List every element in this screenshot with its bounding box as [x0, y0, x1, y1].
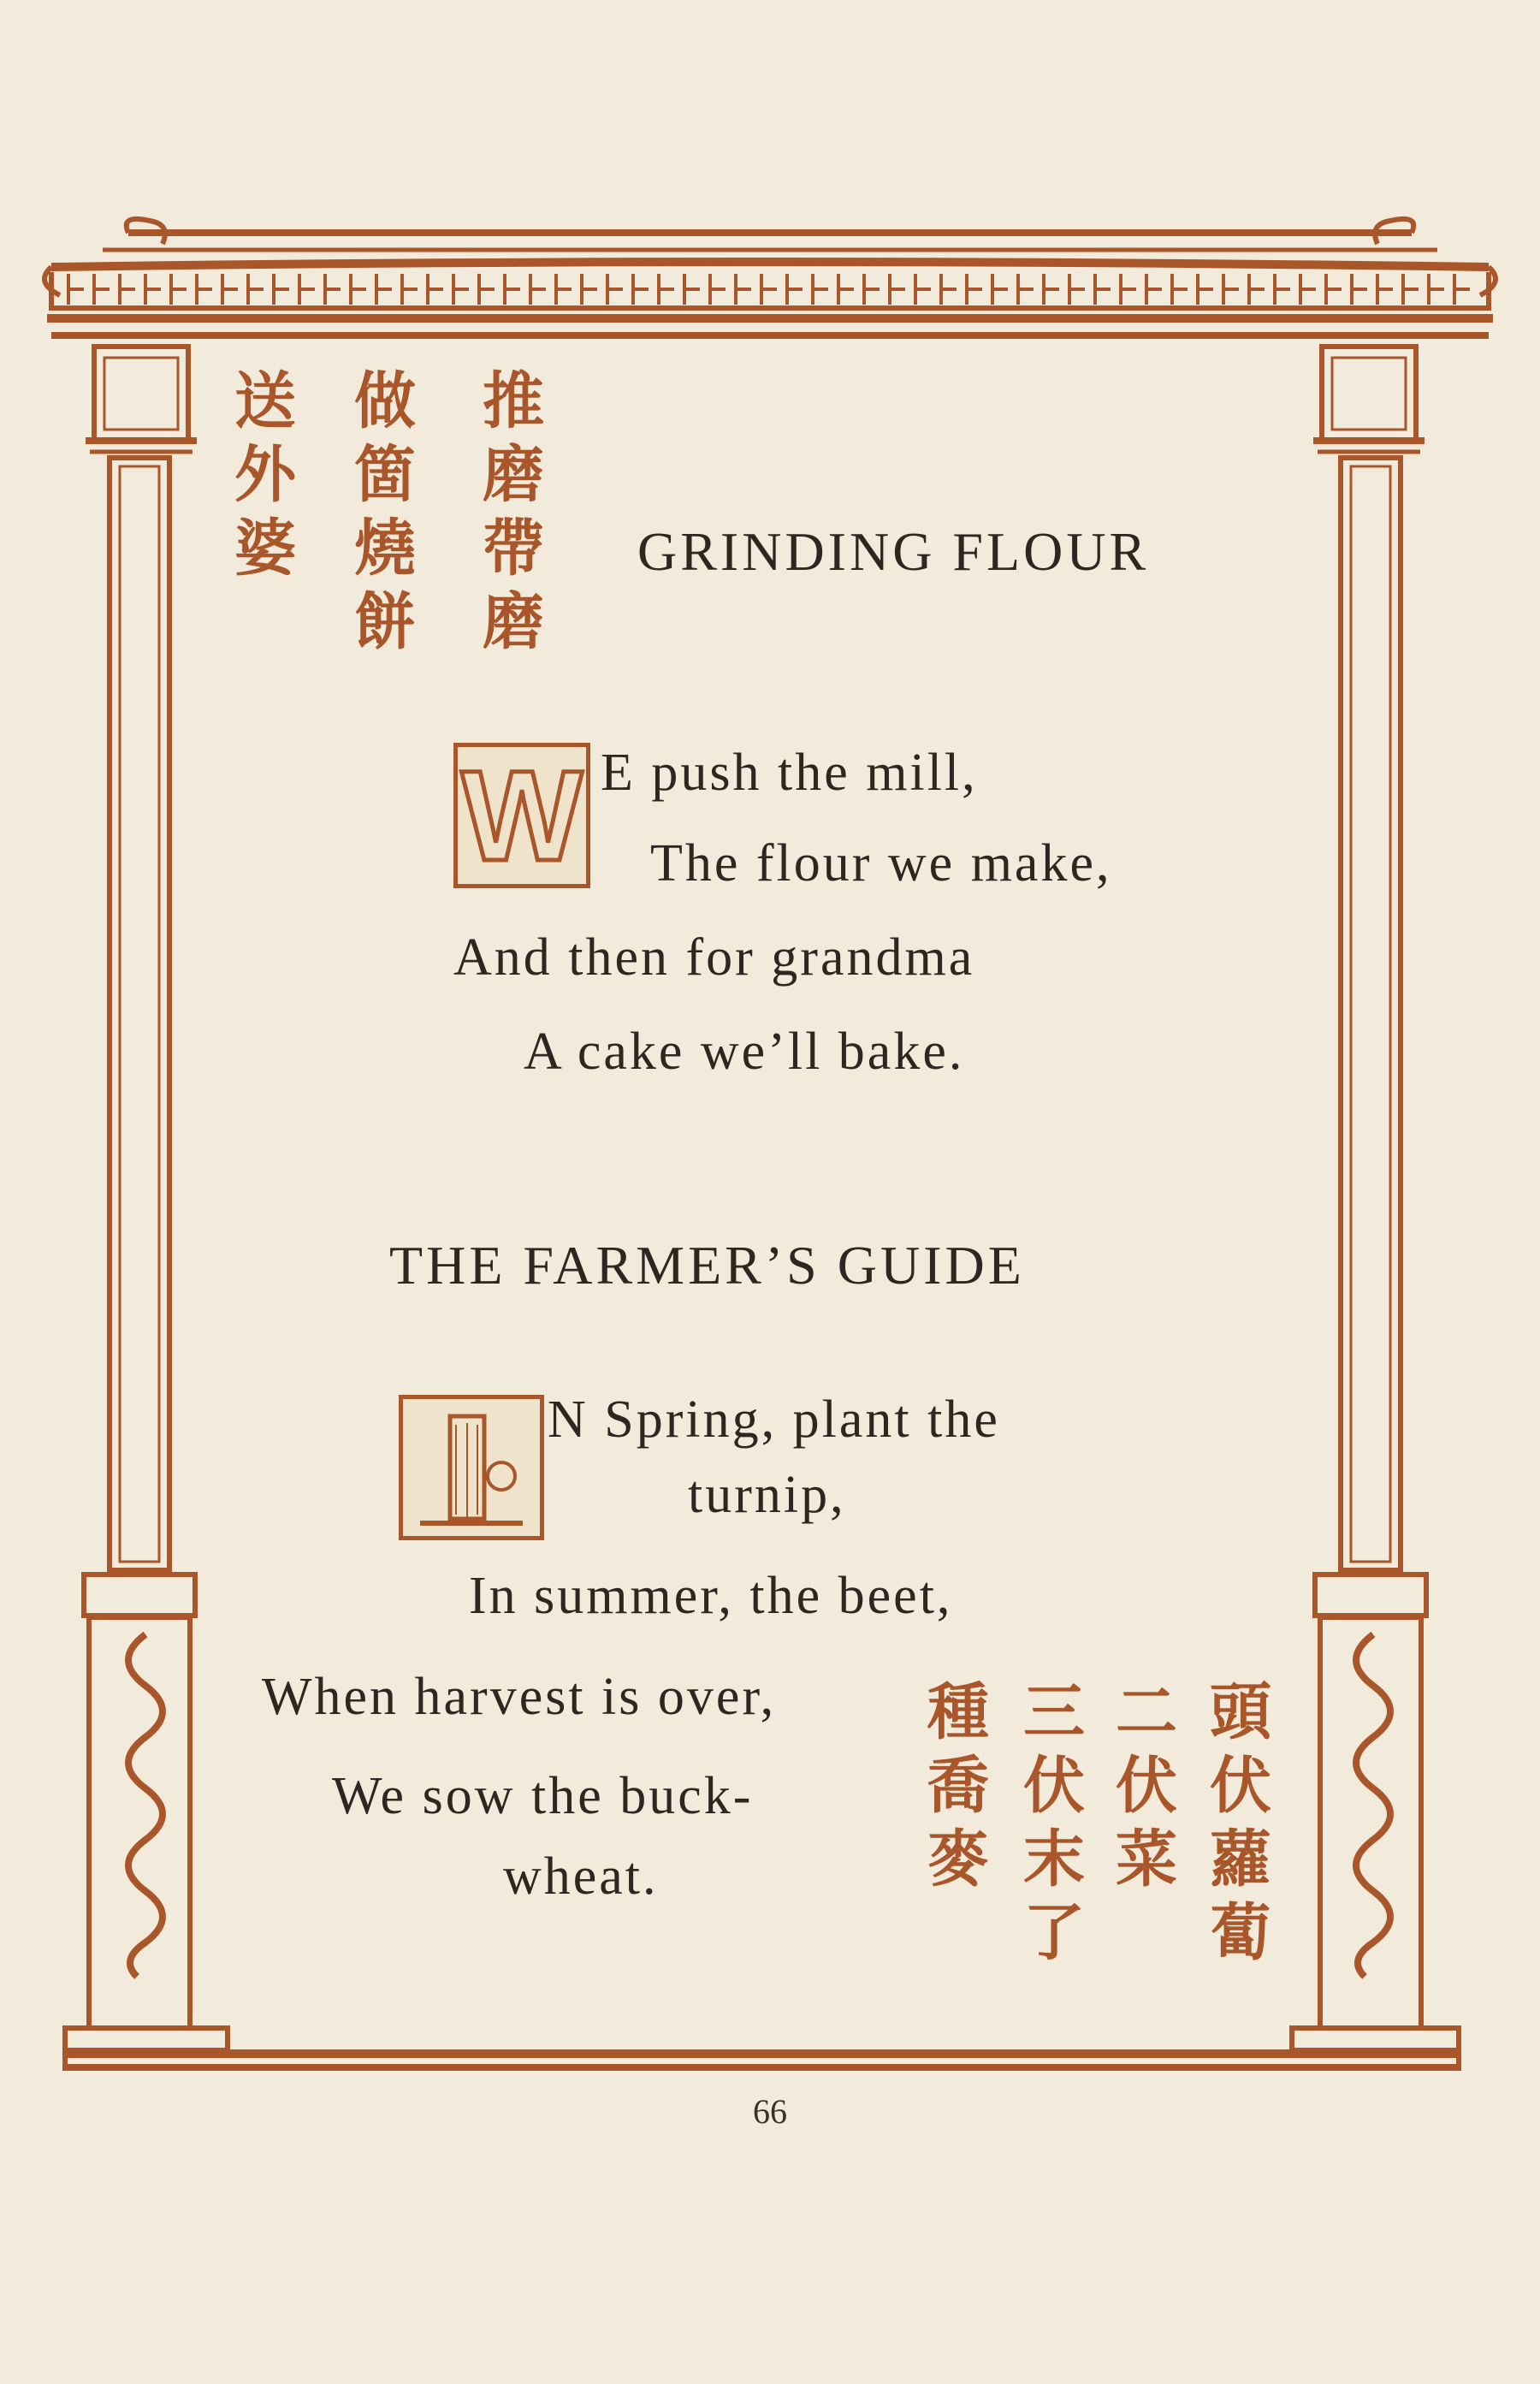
left-pillar-icon — [65, 347, 228, 2050]
poem-title-farmers-guide: THE FARMER’S GUIDE — [389, 1235, 1025, 1296]
chinese-column-4: 頭伏蘿蔔 — [1199, 1679, 1271, 1973]
poem-title-grinding-flour: GRINDING FLOUR — [637, 521, 1150, 582]
dropcap-w: W — [453, 743, 590, 888]
right-pillar-icon — [1292, 347, 1459, 2050]
poem2-line-6: wheat. — [503, 1847, 659, 1906]
poem1-line-3: And then for grandma — [453, 928, 975, 987]
dropcap-i — [399, 1395, 544, 1540]
poem1-line-1: E push the mill, — [601, 744, 978, 802]
chinese-column-1: 推磨帶磨 — [472, 368, 544, 662]
roof-ornament-icon — [44, 219, 1496, 335]
dragon-icon — [1356, 1634, 1390, 1977]
chinese-column-2: 做箇燒餅 — [344, 368, 416, 662]
dragon-icon — [128, 1634, 163, 1977]
poem2-line-3: In summer, the beet, — [469, 1567, 953, 1625]
poem1-line-4: A cake we’ll bake. — [524, 1023, 965, 1081]
tree-stump-icon — [403, 1399, 540, 1536]
chinese-column-7: 種喬麥 — [917, 1679, 989, 1900]
poem1-line-2: The flour we make, — [650, 834, 1112, 893]
chinese-column-6: 三伏末了 — [1013, 1679, 1085, 1973]
page-number: 66 — [753, 2092, 787, 2131]
poem2-line-1: N Spring, plant the — [548, 1391, 1000, 1449]
poem2-line-5: We sow the buck- — [332, 1767, 754, 1825]
chinese-column-5: 二伏菜 — [1105, 1679, 1177, 1900]
poem2-line-2: turnip, — [688, 1466, 846, 1524]
chinese-column-3: 送外婆 — [224, 368, 296, 589]
poem2-line-4: When harvest is over, — [262, 1668, 777, 1726]
